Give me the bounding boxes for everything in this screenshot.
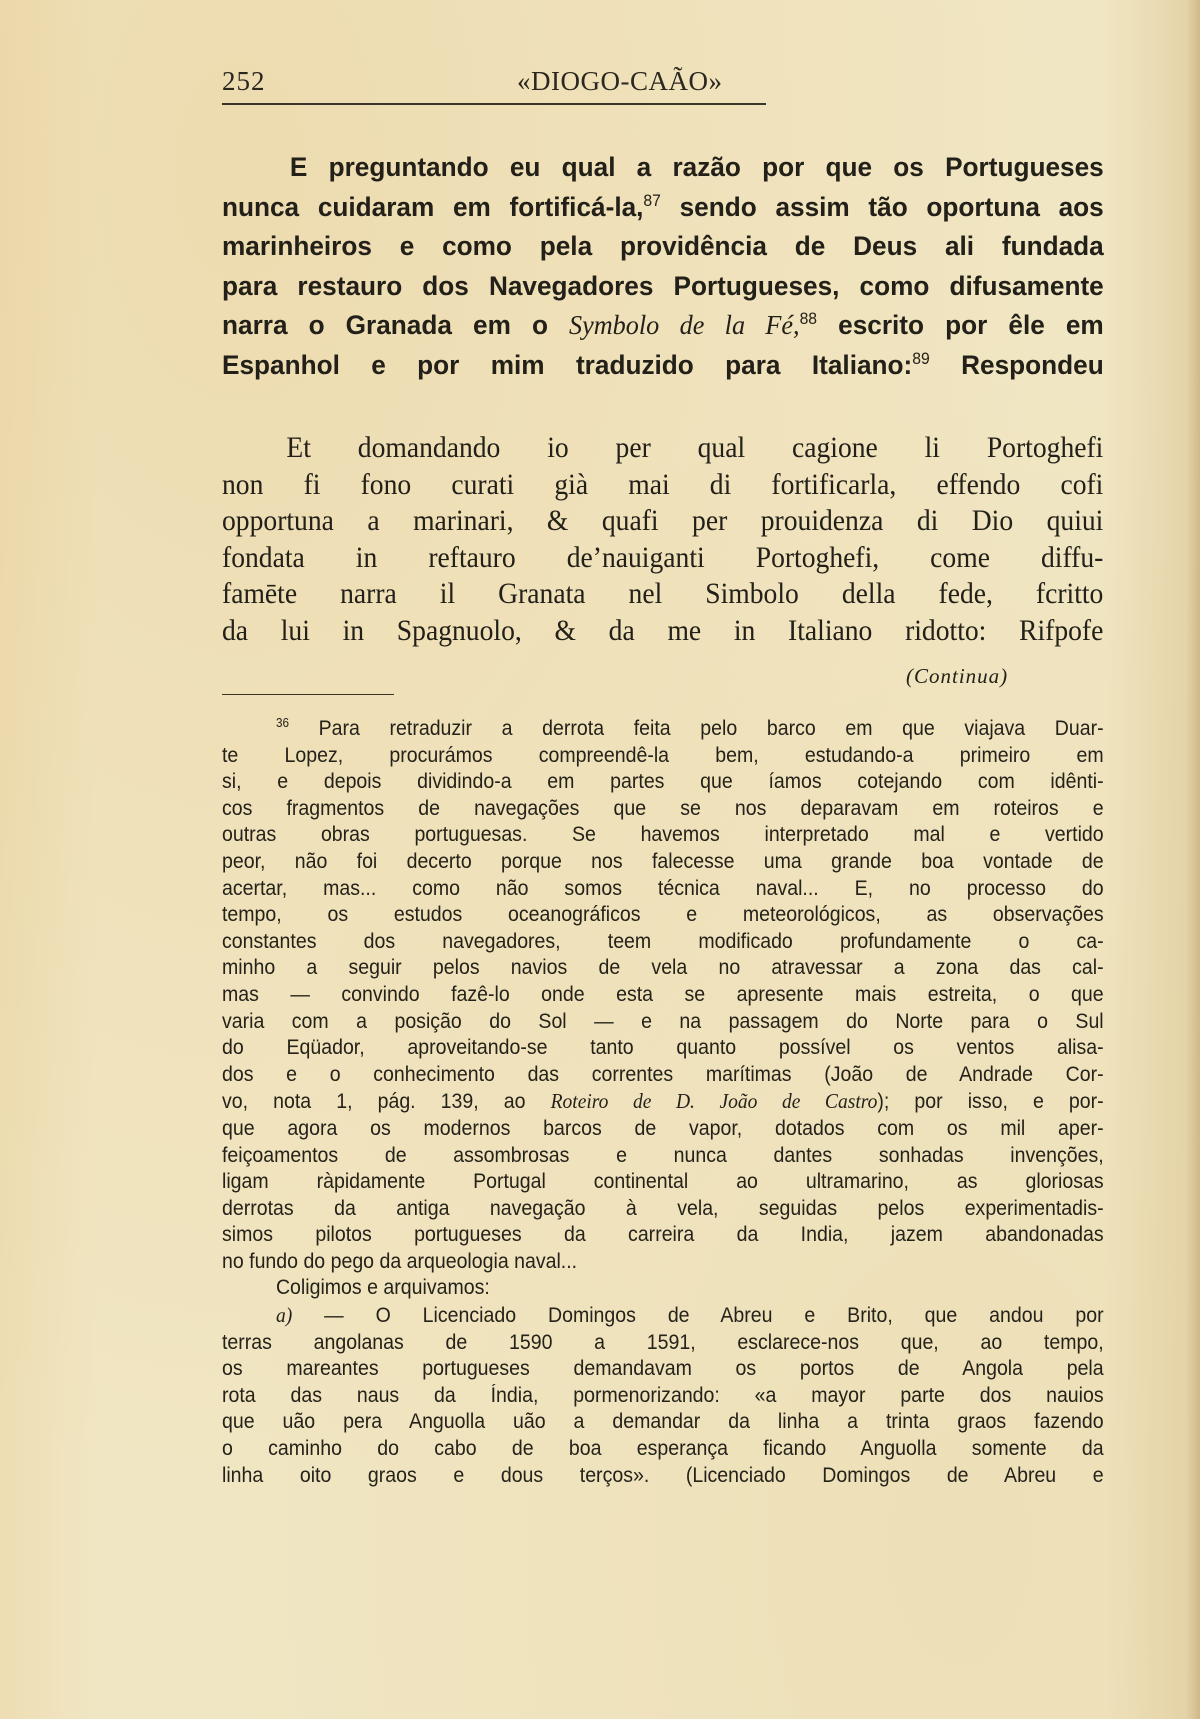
text-line: do Eqüador, aproveitando-se tanto quanto possível os ventos alisa- [222, 1036, 1104, 1060]
text-line: cos fragmentos de navegações que se nos deparavam em roteiros e [222, 796, 1104, 820]
text-line: feiçoamentos de assombrosas e nunca dantes sonhadas invenções, [222, 1143, 1104, 1167]
text-line: os mareantes portugueses demandavam os portos de Angola pela [222, 1357, 1104, 1381]
text-line: outras obras portuguesas. Se havemos interpretado mal e vertido [222, 823, 1104, 847]
text-line: que uão pera Anguolla uão a demandar da linha a trinta graos fazendo [222, 1410, 1104, 1434]
text-line: famēte narra il Granata nel Simbolo della fede, fcritto [222, 577, 1104, 610]
page-edge-shadow [1186, 0, 1200, 1719]
text-line: terras angolanas de 1590 a 1591, esclarece-nos que, ao tempo, [222, 1330, 1104, 1354]
text-line: opportuna a marinari, & quafi per prouidenza di Dio quiui [222, 504, 1104, 537]
text-line: peor, não foi decerto porque nos falecesse uma grande boa vontade de [222, 849, 1104, 873]
item-label: a) [275, 1303, 293, 1328]
text-line: dos e o conhecimento das correntes marítimas (João de Andrade Cor- [222, 1062, 1104, 1086]
text-line: E preguntando eu qual a razão por que os Portugueses [289, 152, 1104, 182]
footnote-ref-88: 88 [799, 310, 818, 328]
footnote-number: 36 [275, 716, 289, 730]
text-line: si, e depois dividindo-a em partes que íamos cotejando com idênti- [222, 770, 1104, 794]
text-line: fondata in reftauro de’nauiganti Portoghefi, come diffu- [222, 540, 1104, 574]
text-line: vo, nota 1, pág. 139, ao Roteiro de D. João de Castro); por isso, e por- [222, 1089, 1104, 1114]
text-line: rota das naus da Índia, pormenorizando: «a mayor parte dos nauios [222, 1383, 1104, 1407]
text-line: minho a seguir pelos navios de vela no atravessar a zona das cal- [222, 956, 1104, 980]
text-line: nunca cuidaram em fortificá-la,$^{87}$ sendo assim tão oportuna aos [222, 191, 1104, 222]
text-line: ligam ràpidamente Portugal continental ao ultramarino, as gloriosas [222, 1170, 1104, 1194]
text-line: derrotas da antiga navegação à vela, seguidas pelos experimentadis- [222, 1196, 1104, 1220]
header-rule [222, 103, 766, 105]
footnote-36 [222, 716, 1104, 1489]
continuation-mark: (Continua) [906, 664, 1009, 688]
page-number: 252 [222, 66, 266, 96]
footnote-subheading: Coligimos e arquivamos: [275, 1276, 490, 1300]
book-title-italic: Symbolo de la Fé, [569, 310, 800, 340]
running-header [222, 66, 766, 102]
text-line: $^{36}$ Para retraduzir a derrota feita pelo barco em que viajava Duar- [275, 716, 1104, 740]
text-line: te Lopez, procurámos compreendê-la bem, estudando-a primeiro em [222, 743, 1104, 767]
text-line: a) — O Licenciado Domingos de Abreu e Brito, que andou por [275, 1303, 1104, 1328]
footnote-ref-89: 89 [912, 349, 930, 368]
text-line: constantes dos navegadores, teem modificado profundamente o ca- [222, 929, 1104, 953]
running-title: «DIOGO-CAÃO» [517, 66, 723, 96]
text-line: narra o Granada em o Symbolo de la Fé,$^{88}$ escrito por êle em [222, 310, 1104, 340]
text-line: Et domandando io per qual cagione li Portoghefi [286, 431, 1104, 464]
text-line: o caminho do cabo de boa esperança ficando Anguolla somente da [222, 1437, 1104, 1461]
text-line: non fi fono curati già mai di fortificarla, effendo cofi [222, 467, 1104, 501]
text-line: que agora os modernos barcos de vapor, dotados com os mil aper- [222, 1116, 1104, 1140]
italian-paragraph [222, 430, 1104, 649]
text-line: Espanhol e por mim traduzido para Italiano:$^{89}$ Respondeu [222, 349, 1104, 380]
text-line: tempo, os estudos oceanográficos e meteorológicos, as observações [222, 903, 1104, 927]
book-title-italic: Roteiro de D. João de Castro [550, 1089, 878, 1114]
text-line: simos pilotos portugueses da carreira da India, jazem abandonadas [222, 1223, 1104, 1247]
text-line: da lui in Spagnuolo, & da me in Italiano ridotto: Rifpofe [222, 613, 1104, 647]
text-line: no fundo do pego da arqueologia naval... [222, 1249, 578, 1273]
text-line: mas — convindo fazê-lo onde esta se apresente mais estreita, o que [222, 982, 1104, 1006]
text-line: acertar, mas... como não somos técnica naval... E, no processo do [222, 876, 1104, 900]
portuguese-paragraph [222, 148, 1104, 385]
footnote-rule [222, 694, 394, 695]
text-line: para restauro dos Navegadores Portugueses, como difusamente [222, 270, 1104, 301]
text-line: varia com a posição do Sol — e na passagem do Norte para o Sul [222, 1009, 1104, 1033]
footnote-ref-87: 87 [643, 191, 661, 210]
text-line: linha oito graos e dous terços». (Licenciado Domingos de Abreu e [222, 1463, 1104, 1487]
text-line: marinheiros e como pela providência de Deus ali fundada [222, 231, 1104, 261]
